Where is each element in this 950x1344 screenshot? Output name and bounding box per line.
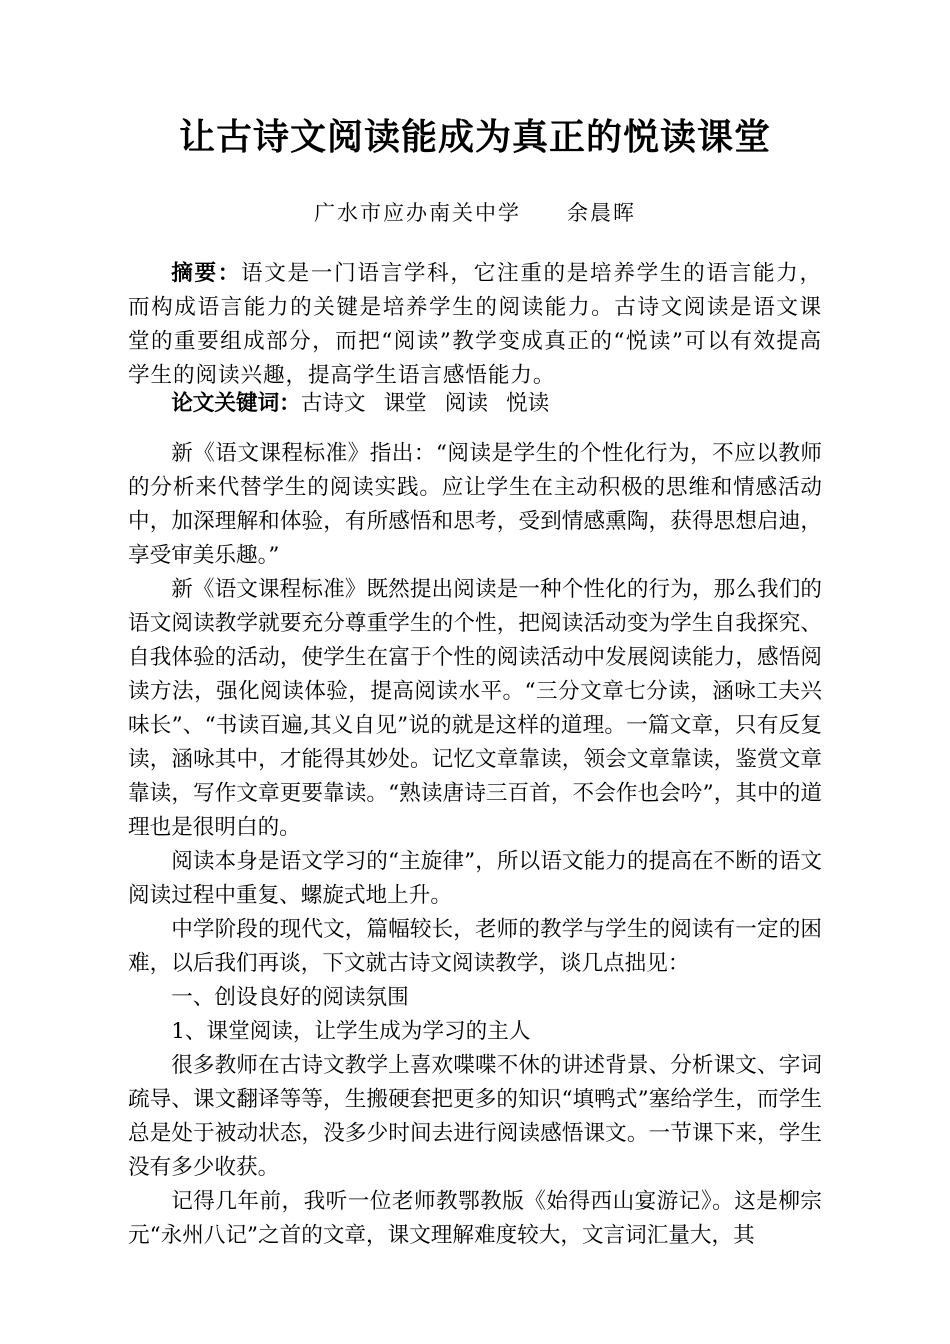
author-byline (0, 198, 950, 228)
body-paragraph: 阅读本身是语文学习的“主旋律”，所以语文能力的提高在不断的语文阅读过程中重复、螺旋式地上升。 (128, 849, 822, 908)
keyword-list (301, 391, 567, 416)
keyword-item: 悦读 (505, 391, 550, 416)
body-text (128, 437, 822, 1253)
body-paragraph: 记得几年前，我听一位老师教鄂教版《始得西山宴游记》。这是柳宗元“永州八记”之首的文章，课文理解难度较大，文言词汇量大，其 (128, 1189, 822, 1248)
body-paragraph: 新《语文课程标准》指出：“阅读是学生的个性化行为，不应以教师的分析来代替学生的阅读实践。应让学生在主动积极的思维和情感活动中，加深理解和体验，有所感悟和思考，受到情感熏陶，获得思想启迪，享受审美乐趣。” (128, 441, 822, 568)
keyword-item: 课堂 (383, 391, 427, 416)
author-school: 广水市应办南关中学 (314, 201, 521, 225)
body-paragraph: 中学阶段的现代文，篇幅较长，老师的教学与学生的阅读有一定的困难，以后我们再谈，下文就古诗文阅读教学，谈几点拙见： (128, 917, 822, 976)
section-heading: 一、创设良好的阅读氛围 (171, 985, 409, 1010)
abstract-label: 摘要： (171, 261, 241, 286)
abstract-section (128, 257, 822, 393)
keywords-section (128, 387, 822, 421)
keyword-item: 阅读 (444, 391, 488, 416)
body-paragraph: 很多教师在古诗文教学上喜欢喋喋不休的讲述背景、分析课文、字词疏导、课文翻译等等，生搬硬套把更多的知识“填鸭式”塞给学生，而学生总是处于被动状态，没多少时间去进行阅读感悟课文。一节课下来，学生没有多少收获。 (128, 1053, 822, 1180)
keywords-label: 论文关键词： (171, 391, 301, 416)
body-paragraph: 新《语文课程标准》既然提出阅读是一种个性化的行为，那么我们的语文阅读教学就要充分尊重学生的个性，把阅读活动变为学生自我探究、自我体验的活动，使学生在富于个性的阅读活动中发展阅读能力，感悟阅读方法，强化阅读体验，提高阅读水平。“三分文章七分读，涵咏工夫兴味长”、“书读百遍,其义自见”说的就是这样的道理。一篇文章，只有反复读，涵咏其中，才能得其妙处。记忆文章靠读，领会文章靠读，鉴赏文章靠读，写作文章更要靠读。“熟读唐诗三百首，不会作也会吟”，其中的道理也是很明白的。 (128, 577, 822, 840)
author-name: 余晨晖 (567, 201, 636, 225)
subsection-heading: 1、课堂阅读，让学生成为学习的主人 (171, 1019, 531, 1044)
document-title: 让古诗文阅读能成为真正的悦读课堂 (178, 117, 771, 158)
abstract-text: 语文是一门语言学科，它注重的是培养学生的语言能力，而构成语言能力的关键是培养学生的阅读能力。古诗文阅读是语文课堂的重要组成部分，而把“阅读”教学变成真正的“悦读”可以有效提高学生的阅读兴趣，提高学生语言感悟能力。 (128, 261, 822, 388)
keyword-item: 古诗文 (300, 391, 366, 416)
